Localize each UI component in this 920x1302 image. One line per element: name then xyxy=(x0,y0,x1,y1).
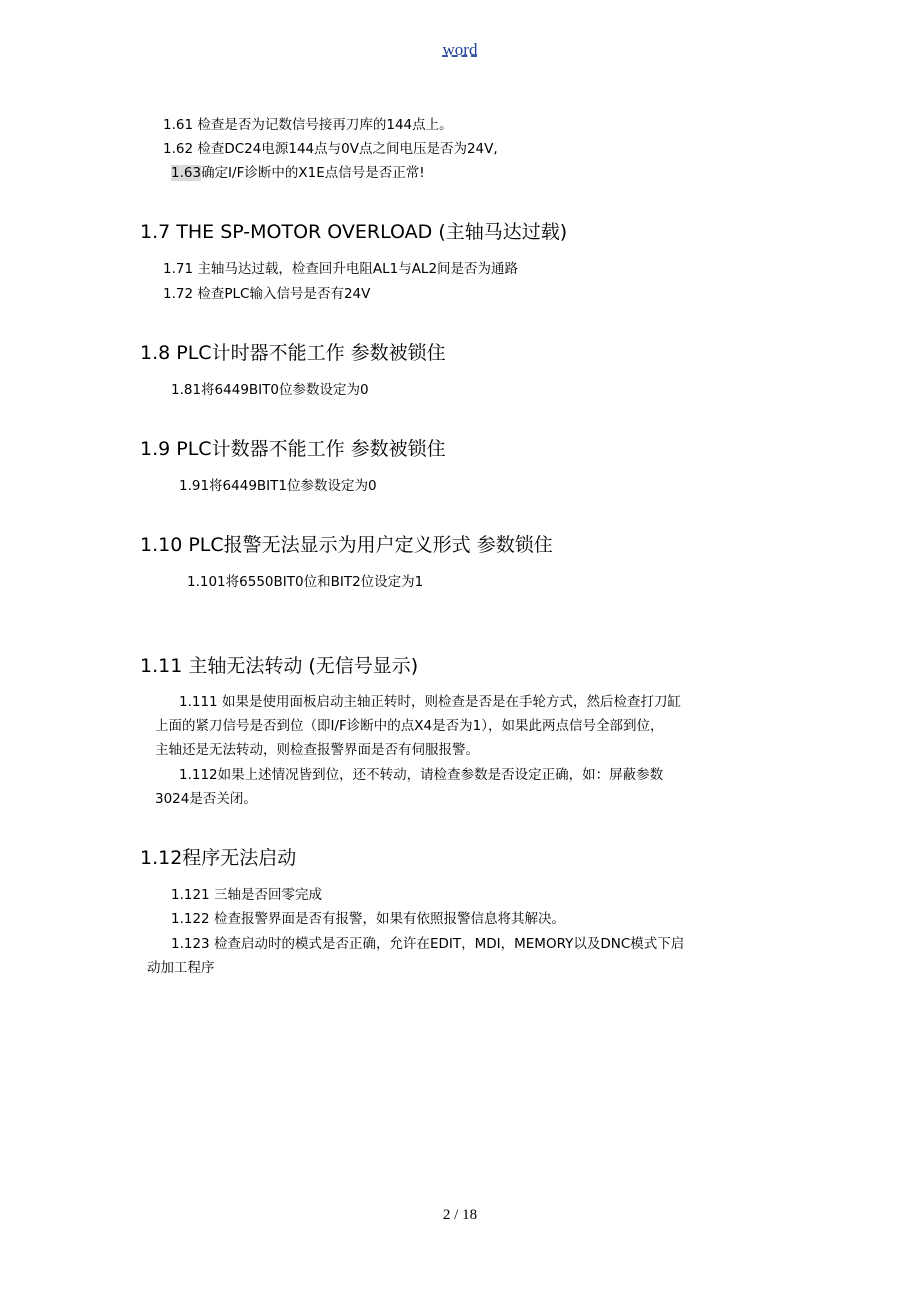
item-1-81: 1.81将6449BIT0位参数设定为0 xyxy=(171,382,369,398)
item-1-72: 1.72 检查PLC输入信号是否有24V xyxy=(163,286,371,302)
heading-1-10: 1.10 PLC报警无法显示为用户定义形式 参数锁住 xyxy=(140,534,553,556)
item-1-112-line1: 1.112如果上述情况皆到位，还不转动，请检查参数是否设定正确，如：屏蔽参数 xyxy=(179,767,664,783)
heading-1-8: 1.8 PLC计时器不能工作 参数被锁住 xyxy=(140,342,446,364)
item-1-122: 1.122 检查报警界面是否有报警，如果有依照报警信息将其解决。 xyxy=(171,911,565,927)
item-1-91: 1.91将6449BIT1位参数设定为0 xyxy=(179,478,377,494)
heading-1-11: 1.11 主轴无法转动 (无信号显示) xyxy=(140,655,419,677)
item-1-63 xyxy=(171,164,425,182)
item-1-101: 1.101将6550BIT0位和BIT2位设定为1 xyxy=(187,574,424,590)
item-1-62: 1.62 检查DC24电源144点与0V点之间电压是否为24V, xyxy=(163,141,498,157)
heading-1-9: 1.9 PLC计数器不能工作 参数被锁住 xyxy=(140,438,446,460)
item-1-111-line3: 主轴还是无法转动，则检查报警界面是否有伺服报警。 xyxy=(155,742,479,758)
page-number: 2 / 18 xyxy=(442,1207,478,1223)
item-1-111-line1: 1.111 如果是使用面板启动主轴正转时，则检查是否是在手轮方式，然后检查打刀缸 xyxy=(179,694,681,710)
heading-1-7: 1.7 THE SP-MOTOR OVERLOAD (主轴马达过载) xyxy=(140,221,568,243)
item-1-123-line2: 动加工程序 xyxy=(147,960,215,976)
item-1-112-line2: 3024是否关闭。 xyxy=(155,791,257,807)
item-1-111-line2: 上面的紧刀信号是否到位（即I/F诊断中的点X4是否为1），如果此两点信号全部到位， xyxy=(155,718,664,734)
item-1-123-line1: 1.123 检查启动时的模式是否正确，允许在EDIT，MDI，MEMORY以及DNC模式下启 xyxy=(171,936,685,952)
item-1-63-number: 1.63 xyxy=(171,165,202,181)
item-1-63-text: 确定I/F诊断中的X1E点信号是否正常! xyxy=(201,165,425,181)
item-1-121: 1.121 三轴是否回零完成 xyxy=(171,887,322,903)
header-word-link[interactable]: word xyxy=(442,40,478,59)
item-1-71: 1.71 主轴马达过载，检查回升电阻AL1与AL2间是否为通路 xyxy=(163,261,519,277)
heading-1-12: 1.12程序无法启动 xyxy=(140,847,297,869)
item-1-61: 1.61 检查是否为记数信号接再刀库的144点上。 xyxy=(163,117,453,133)
